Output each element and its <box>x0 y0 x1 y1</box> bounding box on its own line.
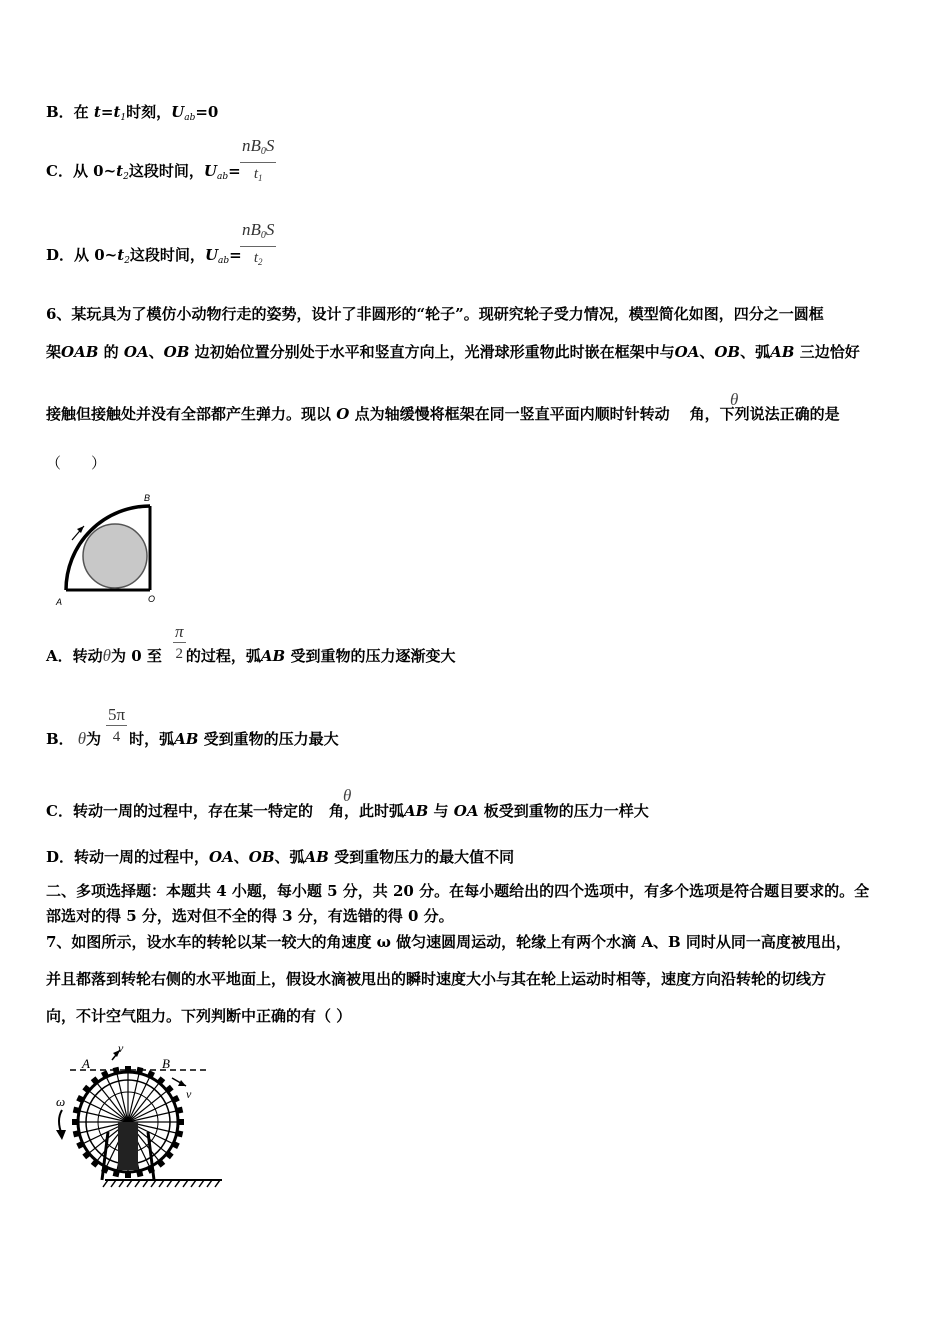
question-7-line-3: 向，不计空气阻力。下列判断中正确的有（ ） <box>46 1007 352 1025</box>
ground-hatch <box>103 1180 220 1187</box>
wheel-paddle <box>178 1119 184 1125</box>
label-a: A <box>82 1056 90 1071</box>
label-b: B <box>162 1056 170 1071</box>
wheel-paddle <box>125 1172 131 1178</box>
question-6-paren: （ ） <box>46 454 107 472</box>
ground-hatch-mark <box>175 1180 180 1187</box>
question-6-theta: θ <box>730 390 739 409</box>
ground-hatch-mark <box>127 1180 132 1187</box>
ground-hatch-mark <box>135 1180 140 1187</box>
ground-hatch-mark <box>119 1180 124 1187</box>
question-6-line-3: 接触但接触处并没有全部都产生弹力。现以 O 点为轴缓慢将框架在同一竖直平面内顺时针转动 角，下列说法正确的是 <box>46 405 840 423</box>
question-6-option-a: A．转动θ为 0 至 的过程，弧AB 受到重物的压力逐渐变大 <box>46 646 456 665</box>
question-6-option-a-fraction: $\frac{\pi}{2}$ <box>175 622 184 662</box>
option-d-fraction: $\frac{nB0S}{t_2}$ <box>242 220 275 267</box>
question-6-option-c-theta: θ <box>343 786 352 805</box>
question-6-line-1: 6、某玩具为了模仿小动物行走的姿势，设计了非圆形的“轮子”。现研究轮子受力情况，模型简化如图，四分之一圆框 <box>46 305 824 323</box>
question-6-option-b: B． θ为 时，弧AB 受到重物的压力最大 <box>46 729 339 748</box>
ground-hatch-mark <box>199 1180 204 1187</box>
label-v1: v <box>118 1041 124 1055</box>
label-omega: ω <box>56 1094 66 1109</box>
wheel-paddle <box>125 1066 131 1072</box>
water-wheel-figure <box>50 1040 230 1190</box>
section-2-line-1: 二、多项选择题：本题共 4 小题，每小题 5 分，共 20 分。在每小题给出的四个选项中，有多个选项是符合题目要求的。全 <box>46 882 870 900</box>
wheel-body <box>72 1066 184 1180</box>
question-6-line-2: 架OAB 的 OA、OB 边初始位置分别处于水平和竖直方向上，光滑球形重物此时嵌在框架中与OA、OB、弧AB 三边恰好 <box>46 343 860 361</box>
option-c: C．从 $0\sim t_2$这段时间，$U_{ab}=$ <box>46 162 241 182</box>
question-6-option-b-fraction: $\frac{5\pi}{4}$ <box>108 705 126 745</box>
label-a: A <box>56 597 63 607</box>
omega-arrow-head <box>56 1130 66 1140</box>
question-6-option-d: D．转动一周的过程中，OA、OB、弧AB 受到重物压力的最大值不同 <box>46 848 515 866</box>
ground-hatch-mark <box>215 1180 220 1187</box>
option-d: D．从 $0\sim t_2$这段时间，$U_{ab}=$ <box>46 246 242 266</box>
ground-hatch-mark <box>167 1180 172 1187</box>
ground-hatch-mark <box>151 1180 156 1187</box>
wheel-support <box>118 1122 138 1170</box>
option-c-fraction: $\frac{nB0S}{t_1}$ <box>242 136 275 183</box>
question-7-line-2: 并且都落到转轮右侧的水平地面上，假设水滴被甩出的瞬时速度大小与其在轮上运动时相等，速度方向沿转轮的切线方 <box>46 970 827 988</box>
question-7-line-1: 7、如图所示，设水车的转轮以某一较大的角速度 ω 做匀速圆周运动，轮缘上有两个水滴 A、B 同时从同一高度被甩出， <box>46 933 851 951</box>
ground-hatch-mark <box>111 1180 116 1187</box>
label-b: B <box>144 493 151 503</box>
ground-hatch-mark <box>159 1180 164 1187</box>
label-v2: v <box>186 1087 192 1101</box>
ground-hatch-mark <box>207 1180 212 1187</box>
velocity-arrow-b-head <box>178 1080 186 1086</box>
section-2-line-2: 部选对的得 5 分，选对但不全的得 3 分，有选错的得 0 分。 <box>46 907 454 925</box>
rotation-arrow-head <box>77 526 84 533</box>
ground-hatch-mark <box>143 1180 148 1187</box>
wheel-paddle <box>72 1119 78 1125</box>
ball <box>83 524 147 588</box>
quarter-frame-figure <box>50 490 170 610</box>
option-b: B．在 $t=t_1$时刻，$U_{ab}=0$ <box>46 103 219 123</box>
ground-hatch-mark <box>103 1180 108 1187</box>
ground-hatch-mark <box>191 1180 196 1187</box>
label-o: O <box>148 594 156 604</box>
question-6-option-c: C．转动一周的过程中，存在某一特定的 角，此时弧AB 与 OA 板受到重物的压力一样大 <box>46 802 649 820</box>
ground-hatch-mark <box>183 1180 188 1187</box>
